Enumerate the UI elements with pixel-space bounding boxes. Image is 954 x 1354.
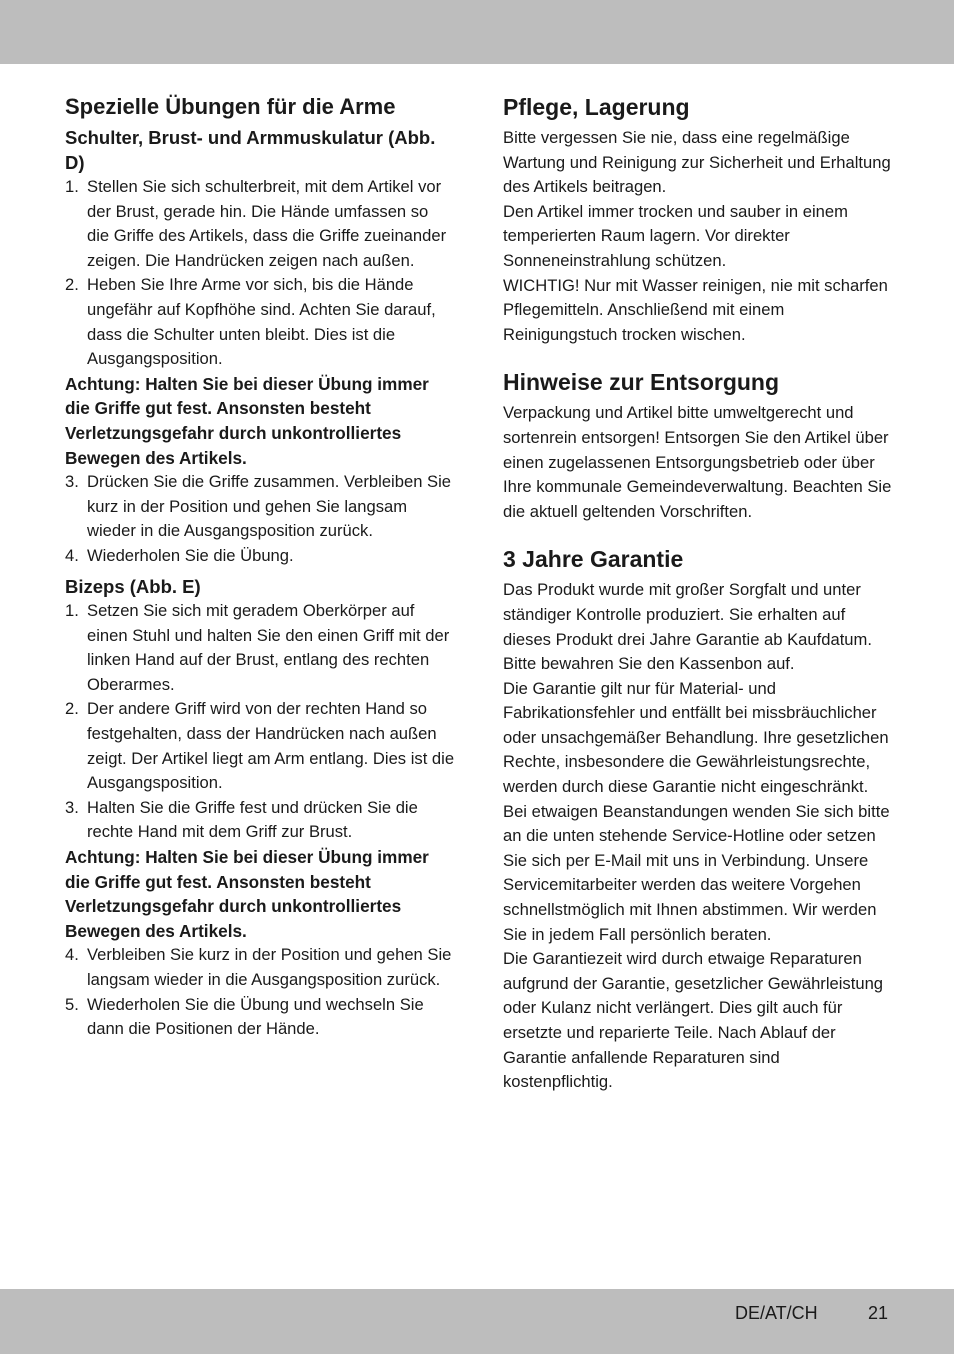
list-item [65, 470, 455, 544]
list-item [65, 599, 455, 697]
list-item [65, 697, 455, 795]
step-text: Heben Sie Ihre Arme vor sich, bis die Hände ungefähr auf Kopfhöhe sind. Achten Sie darauf, dass die Schulter unten bleibt. Dies ist die Ausgangsposition. [87, 275, 436, 369]
step-number: 5. [65, 994, 79, 1014]
paragraph: Bei etwaigen Beanstandungen wenden Sie sich bitte an die unten stehende Service-Hotline oder setzen Sie sich per E-Mail mit uns in Verbindung. Unsere Servicemitarbeiter werden das weitere Vorgehen schnellstmöglich mit Ihnen abstimmen. Wir werden Sie in jedem Fall persönlich beraten. [503, 801, 890, 944]
subsection-heading-shoulder: Schulter, Brust- und Armmuskulatur (Abb. D) [65, 127, 436, 173]
step-number: 2. [65, 275, 79, 295]
step-number: 2. [65, 699, 79, 719]
steps-list-shoulder-a [65, 175, 455, 372]
step-number: 3. [65, 472, 79, 492]
list-item [65, 544, 455, 569]
step-number: 1. [65, 601, 79, 620]
step-text: Wiederholen Sie die Übung und wechseln Sie dann die Positionen der Hände. [87, 994, 424, 1039]
section-title-disposal: Hinweise zur Entsorgung [503, 369, 780, 396]
paragraph: Die Garantiezeit wird durch etwaige Reparaturen aufgrund der Garantie, gesetzlicher Gewährleistung oder Kulanz nicht verlängert. Dies gilt auch für ersetzte und reparierte Teile. Nach Ablauf der Garantie anfallende Reparaturen sind kostenpflichtig. [503, 949, 884, 1092]
list-item [65, 943, 455, 992]
warning-text-biceps: Achtung: Halten Sie bei dieser Übung immer die Griffe gut fest. Ansonsten besteht Verletzungsgefahr durch unkontrolliertes Bewegen des Artikels. [65, 846, 429, 941]
left-column [65, 92, 455, 1042]
list-item [65, 796, 455, 845]
section-title-warranty: 3 Jahre Garantie [503, 546, 684, 573]
step-text: Drücken Sie die Griffe zusammen. Verbleiben Sie kurz in der Position und gehen Sie langsam wieder in die Ausgangsposition zurück. [87, 472, 452, 541]
step-number: 1. [65, 177, 79, 196]
section-title-arm-exercises: Spezielle Übungen für die Arme [65, 94, 396, 119]
step-number: 4. [65, 945, 79, 965]
steps-list-biceps-a [65, 599, 455, 845]
section-title-care: Pflege, Lagerung [503, 94, 690, 120]
warning-text-shoulder: Achtung: Halten Sie bei dieser Übung immer die Griffe gut fest. Ansonsten besteht Verletzungsgefahr durch unkontrolliertes Bewegen des Artikels. [65, 373, 429, 468]
steps-list-biceps-b [65, 943, 455, 1041]
paragraph: WICHTIG! Nur mit Wasser reinigen, nie mit scharfen Pflegemitteln. Anschließend mit einem Reinigungstuch trocken wischen. [503, 275, 888, 344]
list-item [65, 993, 455, 1042]
step-text: Wiederholen Sie die Übung. [87, 545, 294, 565]
step-text: Der andere Griff wird von der rechten Hand so festgehalten, dass der Handrücken nach außen zeigt. Der Artikel liegt am Arm entlang. Dies ist die Ausgangsposition. [87, 699, 455, 793]
paragraph: Das Produkt wurde mit großer Sorgfalt und unter ständiger Kontrolle produziert. Sie erhalten auf dieses Produkt drei Jahre Garantie ab Kaufdatum. Bitte bewahren Sie den Kassenbon auf. [503, 580, 872, 674]
right-column [503, 92, 893, 1095]
step-text: Stellen Sie sich schulterbreit, mit dem Artikel vor der Brust, gerade hin. Die Hände umfassen so die Griffe des Artikels, dass die Griffe zueinander zeigen. Die Handrücken zeigen nach außen. [87, 177, 447, 270]
list-item [65, 273, 455, 371]
step-text: Setzen Sie sich mit geradem Oberkörper auf einen Stuhl und halten Sie den einen Griff mit der linken Hand auf der Brust, entlang des rechten Oberarmes. [87, 601, 450, 694]
step-number: 4. [65, 545, 79, 565]
steps-list-shoulder-b [65, 470, 455, 568]
subsection-heading-biceps: Bizeps (Abb. E) [65, 575, 201, 597]
step-text: Verbleiben Sie kurz in der Position und gehen Sie langsam wieder in die Ausgangsposition zurück. [87, 945, 452, 989]
paragraph: Bitte vergessen Sie nie, dass eine regelmäßige Wartung und Reinigung zur Sicherheit und Erhaltung des Artikels beitragen. [503, 128, 891, 197]
step-number: 3. [65, 797, 79, 817]
header-bar [0, 0, 954, 64]
step-text: Halten Sie die Griffe fest und drücken Sie die rechte Hand mit dem Griff zur Brust. [87, 797, 418, 842]
paragraph: Den Artikel immer trocken und sauber in einem temperierten Raum lagern. Vor direkter Sonneneinstrahlung schützen. [503, 201, 848, 270]
paragraph: Die Garantie gilt nur für Material- und Fabrikationsfehler und entfällt bei missbräuchlicher oder unsachgemäßer Behandlung. Ihre gesetzlichen Rechte, insbesondere die Gewährleistungsrechte, werden durch diese Garantie nicht eingeschränkt. [503, 678, 889, 797]
paragraph: Verpackung und Artikel bitte umweltgerecht und sortenrein entsorgen! Entsorgen Sie den Artikel über einen zugelassenen Entsorgungsbetrieb oder über Ihre kommunale Gemeindeverwaltung. Beachten Sie die aktuell geltenden Vorschriften. [503, 403, 892, 521]
footer-region-label: DE/AT/CH [735, 1303, 818, 1323]
page-number: 21 [868, 1303, 889, 1323]
list-item [65, 175, 455, 273]
